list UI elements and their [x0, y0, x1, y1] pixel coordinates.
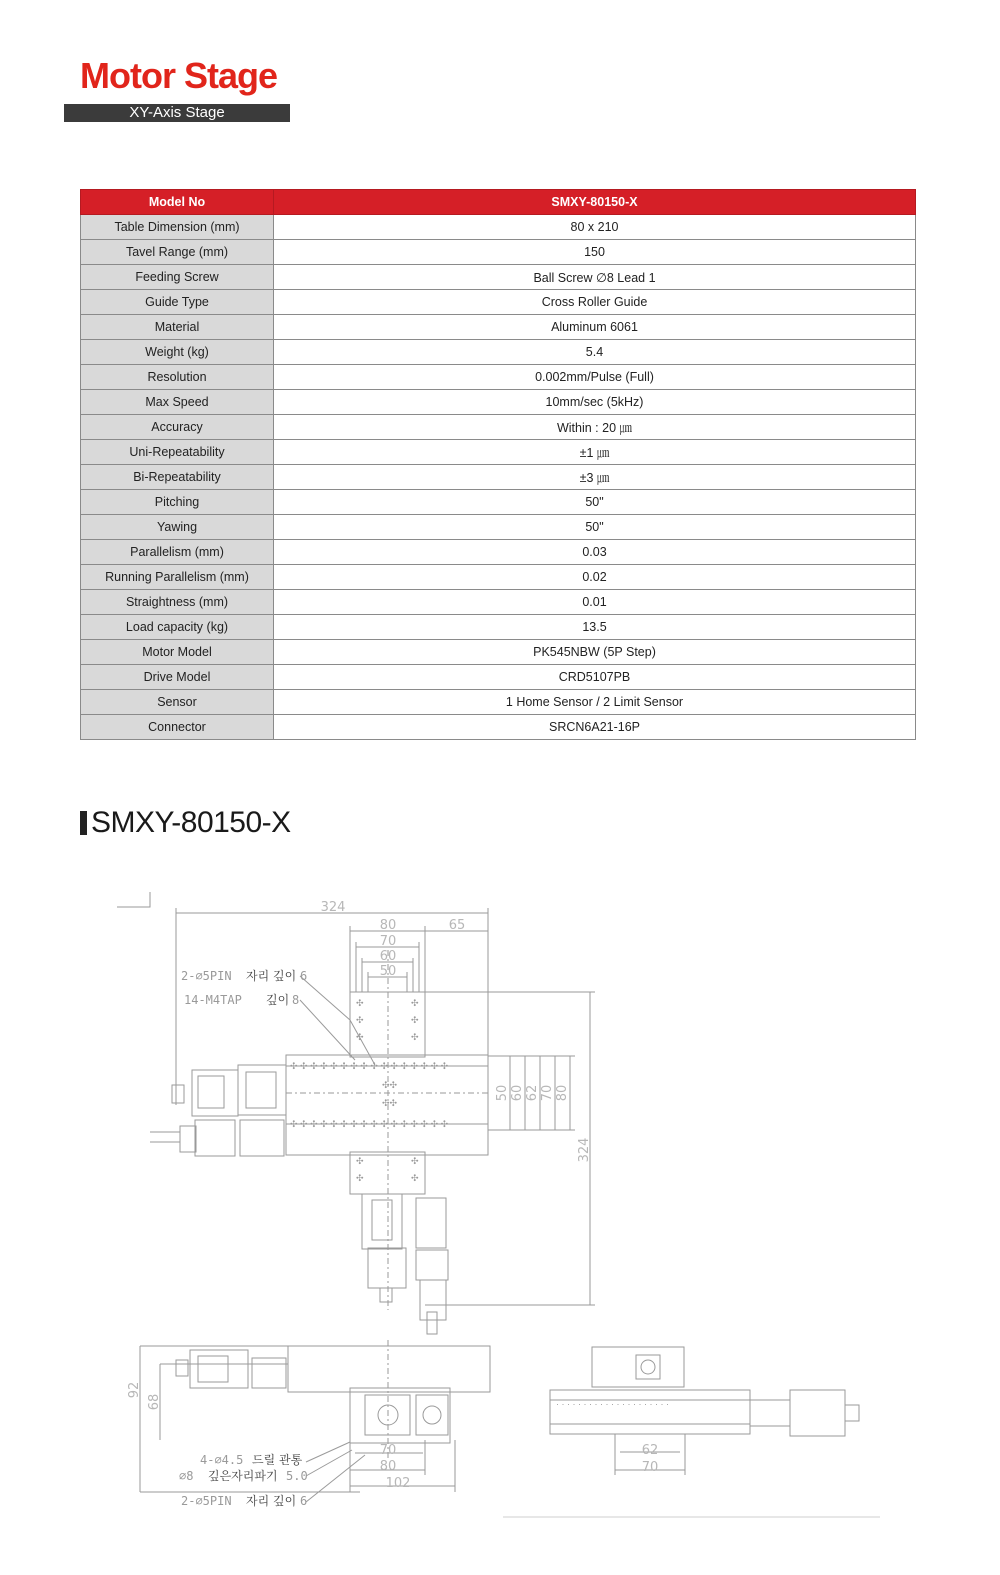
spec-value: Within : 20 ㎛: [274, 415, 916, 440]
dim-65-label: 65: [448, 918, 466, 933]
spec-value: 0.01: [274, 590, 916, 615]
spec-value: Cross Roller Guide: [274, 290, 916, 315]
tap-note-kr: 깊이: [266, 993, 290, 1007]
dim-92-label: 92: [127, 1381, 142, 1399]
spec-value: ±1 ㎛: [274, 440, 916, 465]
right-dim-70: 70: [540, 1084, 555, 1102]
table-row: [81, 240, 916, 265]
spec-label: Bi-Repeatability: [81, 465, 274, 490]
table-row: [81, 615, 916, 640]
table-row: [81, 490, 916, 515]
table-row: [81, 515, 916, 540]
svg-text:✣: ✣: [356, 1032, 364, 1042]
tap-note: 14-M4TAP: [184, 993, 242, 1007]
spec-label: Drive Model: [81, 665, 274, 690]
cbore-note-kr: 깊은자리파기: [208, 1469, 278, 1483]
spec-value: 0.02: [274, 565, 916, 590]
spec-label: Running Parallelism (mm): [81, 565, 274, 590]
spec-value: 1 Home Sensor / 2 Limit Sensor: [274, 690, 916, 715]
spec-label: Pitching: [81, 490, 274, 515]
dim-80-label: 80: [379, 918, 397, 933]
side-dim-62-label: 62: [641, 1443, 659, 1458]
svg-text:✣: ✣: [411, 1032, 419, 1042]
dim-68-label: 68: [147, 1393, 162, 1411]
svg-text:✣: ✣: [356, 998, 364, 1008]
section-title: [80, 806, 291, 840]
pin-note-depth: 6: [300, 969, 308, 983]
technical-drawing: [0, 880, 1000, 1575]
svg-text:✣: ✣: [411, 1173, 419, 1183]
spec-value: 150: [274, 240, 916, 265]
table-row: [81, 365, 916, 390]
table-row: [81, 315, 916, 340]
spec-value: PK545NBW (5P Step): [274, 640, 916, 665]
spec-label: Material: [81, 315, 274, 340]
dim-60-label: 60: [379, 949, 397, 964]
header-model-no-label: Model No: [81, 190, 274, 215]
cbore-note: ∅8: [179, 1469, 194, 1483]
table-row: [81, 665, 916, 690]
table-row: [81, 390, 916, 415]
right-dim-60: 60: [510, 1084, 525, 1102]
spec-label: Weight (kg): [81, 340, 274, 365]
subtitle-banner: XY-Axis Stage: [64, 104, 290, 122]
table-row: [81, 715, 916, 740]
table-row: [81, 640, 916, 665]
spec-label: Parallelism (mm): [81, 540, 274, 565]
table-row: [81, 215, 916, 240]
front-pin-note-kr: 자리 깊이: [246, 1494, 297, 1508]
right-dim-80: 80: [555, 1084, 570, 1102]
table-row: [81, 265, 916, 290]
spec-label: Table Dimension (mm): [81, 215, 274, 240]
drill-note: 4-∅4.5: [200, 1453, 244, 1467]
spec-label: Max Speed: [81, 390, 274, 415]
spec-label: Sensor: [81, 690, 274, 715]
spec-label: Resolution: [81, 365, 274, 390]
svg-text:✣: ✣: [356, 1015, 364, 1025]
table-row: [81, 565, 916, 590]
front-dim-80-label: 80: [379, 1459, 397, 1474]
svg-text:✣✣: ✣✣: [382, 1098, 398, 1108]
front-pin-note: 2-∅5PIN: [181, 1494, 232, 1508]
table-row: [81, 440, 916, 465]
svg-text:✣ ✣ ✣ ✣ ✣ ✣ ✣ ✣ ✣ ✣ ✣ ✣ ✣ ✣ ✣: ✣ ✣ ✣ ✣ ✣ ✣ ✣ ✣ ✣ ✣ ✣ ✣ ✣ ✣ ✣ ✣: [290, 1061, 449, 1071]
spec-value: ±3 ㎛: [274, 465, 916, 490]
spec-label: Accuracy: [81, 415, 274, 440]
pin-note: 2-∅5PIN: [181, 969, 232, 983]
section-marker: [80, 811, 87, 835]
page-title: Motor Stage: [80, 55, 278, 96]
spec-label: Feeding Screw: [81, 265, 274, 290]
dim-324-label: 324: [320, 900, 346, 915]
spec-value: 5.4: [274, 340, 916, 365]
pin-note-kr: 자리 깊이: [246, 969, 297, 983]
front-dim-70-label: 70: [379, 1443, 397, 1458]
drill-note-kr: 드릴 관통: [252, 1453, 303, 1467]
spec-value: 80 x 210: [274, 215, 916, 240]
spec-label: Guide Type: [81, 290, 274, 315]
header-model-no-value: SMXY-80150-X: [274, 190, 916, 215]
dim-70-label: 70: [379, 934, 397, 949]
svg-text:✣: ✣: [356, 1173, 364, 1183]
table-row: [81, 540, 916, 565]
svg-text:✣: ✣: [411, 1156, 419, 1166]
right-dim-62: 62: [525, 1084, 540, 1102]
side-dim-70-label: 70: [641, 1460, 659, 1475]
table-row: [81, 690, 916, 715]
spec-value: 0.002mm/Pulse (Full): [274, 365, 916, 390]
side-view-top-block: [592, 1347, 684, 1387]
table-row: [81, 590, 916, 615]
table-row: [81, 465, 916, 490]
drawing-corner-mark: [117, 892, 150, 907]
svg-text:✣: ✣: [411, 1015, 419, 1025]
svg-text:✣: ✣: [411, 998, 419, 1008]
spec-label: Motor Model: [81, 640, 274, 665]
spec-value: 13.5: [274, 615, 916, 640]
right-dim-50: 50: [495, 1084, 510, 1102]
spec-value: 10mm/sec (5kHz): [274, 390, 916, 415]
spec-value: SRCN6A21-16P: [274, 715, 916, 740]
tap-note-depth: 8: [292, 993, 300, 1007]
svg-text:✣ ✣ ✣ ✣ ✣ ✣ ✣ ✣ ✣ ✣ ✣ ✣ ✣ ✣ ✣: ✣ ✣ ✣ ✣ ✣ ✣ ✣ ✣ ✣ ✣ ✣ ✣ ✣ ✣ ✣ ✣: [290, 1119, 449, 1129]
spec-value: 50": [274, 515, 916, 540]
spec-table-header-row: [81, 190, 916, 215]
svg-text:· · · · · · · · · · · · · · ·: · · · · · · · · · · · · · · · · · · · · ·: [556, 1399, 669, 1409]
spec-label: Tavel Range (mm): [81, 240, 274, 265]
table-row: [81, 340, 916, 365]
spec-label: Straightness (mm): [81, 590, 274, 615]
section-title-text: SMXY-80150-X: [91, 806, 291, 839]
table-row: [81, 415, 916, 440]
spec-table: [80, 189, 916, 740]
spec-label: Connector: [81, 715, 274, 740]
dim-324-vertical-label: 324: [577, 1137, 592, 1163]
front-view-stage: [288, 1346, 490, 1392]
front-pin-note-depth: 6: [300, 1494, 308, 1508]
spec-value: Aluminum 6061: [274, 315, 916, 340]
spec-label: Yawing: [81, 515, 274, 540]
spec-table-body: [81, 215, 916, 740]
front-dim-102-label: 102: [385, 1476, 411, 1491]
svg-text:✣: ✣: [356, 1156, 364, 1166]
spec-label: Load capacity (kg): [81, 615, 274, 640]
dim-50-label: 50: [379, 964, 397, 979]
spec-value: 0.03: [274, 540, 916, 565]
svg-text:✣✣: ✣✣: [382, 1080, 398, 1090]
spec-label: Uni-Repeatability: [81, 440, 274, 465]
table-row: [81, 290, 916, 315]
side-view-stage: [550, 1390, 750, 1434]
spec-value: 50": [274, 490, 916, 515]
spec-value: CRD5107PB: [274, 665, 916, 690]
cbore-note-depth: 5.0: [286, 1469, 308, 1483]
spec-value: Ball Screw ∅8 Lead 1: [274, 265, 916, 290]
